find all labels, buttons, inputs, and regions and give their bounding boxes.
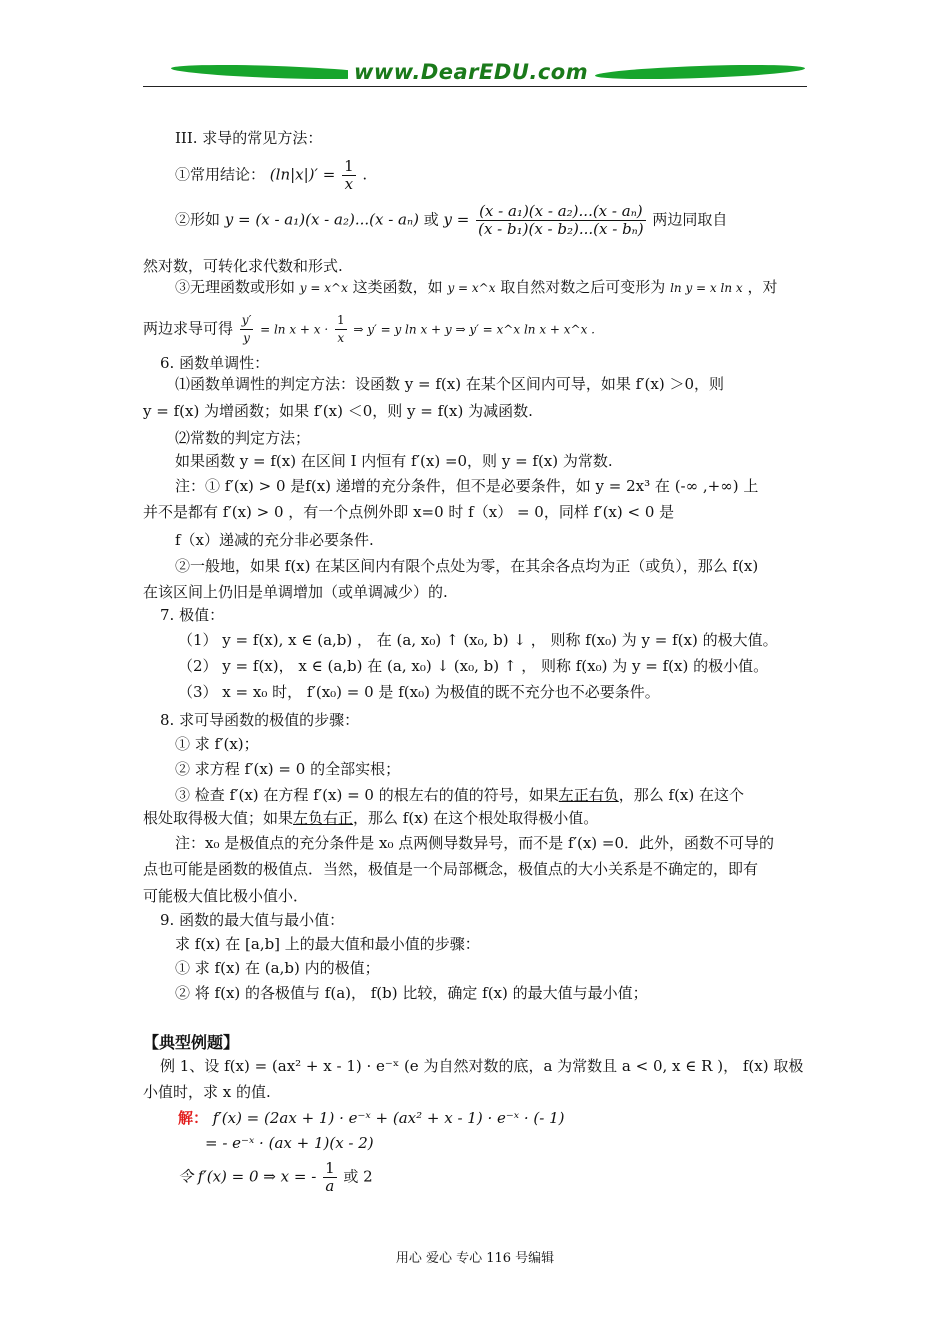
text-line: 在该区间上仍旧是单调增加（或单调减少）的.	[143, 583, 448, 601]
section-title: III. 求导的常见方法：	[175, 129, 323, 147]
green-leaf-right-decoration	[595, 62, 805, 81]
page-footer: 用心 爱心 专心 116 号编辑	[395, 1251, 555, 1266]
text: 根处取得极大值；如果	[143, 809, 294, 827]
text: ③无理函数或形如	[175, 278, 296, 296]
text-line: ⑴函数单调性的判定方法：设函数 y = f(x) 在某个区间内可导，如果 f′(x) ＞0，则	[175, 375, 725, 393]
text-line: （2） y = f(x)， x ∈ (a,b) 在 (a, x₀) ↓ (x₀, b) ↑ ， 则称 f(x₀) 为 y = f(x) 的极小值。	[178, 657, 769, 675]
text: ，那么 f(x) 在这个根处取得极小值。	[353, 809, 599, 827]
site-logo-text: www.DearEDU.com	[348, 60, 594, 84]
text-line	[143, 808, 598, 828]
text: ③ 检查 f′(x) 在方程 f′(x) = 0 的根左右的值的符号，如果	[175, 786, 559, 804]
text-line: 并不是都有 f′(x) > 0 ，有一个点例外即 x=0 时 f（x） = 0，同样 f′(x) < 0 是	[143, 503, 675, 521]
text-line: 然对数，可转化求代数和形式.	[143, 257, 343, 275]
formula: y = (x - a₁)(x - a₂)...(x - aₙ)	[224, 210, 419, 229]
text: 取自然对数之后可变形为	[500, 278, 666, 296]
fraction-numerator: 1	[325, 1159, 335, 1177]
text-line: f（x）递减的充分非必要条件.	[175, 531, 374, 549]
text: ②形如	[175, 210, 221, 229]
text: 或 2	[343, 1167, 373, 1186]
formula: ⇒ y′ = y ln x + y ⇒ y′ = x^x ln x + x^x .	[353, 322, 595, 337]
text-line: ② 求方程 f′(x) = 0 的全部实根；	[175, 760, 401, 778]
section-title: 7. 极值：	[160, 606, 225, 624]
text: .	[362, 165, 368, 184]
fraction	[240, 312, 254, 347]
fraction	[342, 158, 356, 193]
fraction-numerator: (x - a₁)(x - a₂)...(x - aₙ)	[476, 203, 646, 221]
underlined-text: 左负右正	[293, 809, 354, 827]
section-title: 8. 求可导函数的极值的步骤：	[160, 711, 360, 729]
text: 两边同取自	[652, 210, 728, 229]
formula: = ln x + x ·	[260, 322, 329, 337]
formula: = - e⁻ˣ · (ax + 1)(x - 2)	[205, 1134, 374, 1152]
fraction	[335, 312, 347, 347]
text: ①常用结论：	[175, 165, 266, 184]
text: ，那么 f(x) 在这个	[618, 786, 745, 804]
text-line	[175, 203, 727, 238]
formula: 令 f′(x) = 0 ⇒ x = -	[178, 1167, 317, 1186]
fraction-numerator: 1	[344, 157, 354, 175]
text: 这类函数，如	[352, 278, 443, 296]
fraction	[323, 1160, 337, 1195]
section-title: 6. 函数单调性：	[160, 354, 270, 372]
text-line	[178, 1108, 565, 1128]
text: ，对	[747, 278, 778, 296]
text-line: ② 将 f(x) 的各极值与 f(a)， f(b) 比较，确定 f(x) 的最大值与最小值；	[175, 984, 648, 1002]
formula: (ln|x|)′ =	[269, 165, 336, 184]
text: 两边求导可得	[143, 319, 234, 338]
formula: f′(x) = (2ax + 1) · e⁻ˣ + (ax² + x - 1) · e⁻ˣ · (- 1)	[212, 1109, 565, 1127]
fraction	[476, 203, 646, 238]
text-line: ① 求 f(x) 在 (a,b) 内的极值；	[175, 959, 380, 977]
text-line: （3） x = x₀ 时， f′(x₀) = 0 是 f(x₀) 为极值的既不充分也不必要条件。	[178, 683, 660, 701]
text-line: 注：x₀ 是极值点的充分条件是 x₀ 点两侧导数异号，而不是 f′(x) =0．此外，函数不可导的	[175, 834, 775, 852]
fraction-denominator: x	[344, 175, 354, 193]
text-line: ⑵常数的判定方法；	[175, 429, 311, 447]
section-title: 9. 函数的最大值与最小值：	[160, 911, 345, 929]
fraction-numerator: 1	[335, 312, 347, 330]
text-line	[175, 277, 777, 298]
fraction-numerator: y′	[240, 312, 254, 330]
text-line: 小值时，求 x 的值.	[143, 1083, 271, 1101]
solution-label: 解：	[178, 1109, 209, 1127]
header-rule	[143, 86, 807, 87]
fraction-denominator: x	[337, 331, 345, 345]
examples-heading: 【典型例题】	[143, 1033, 240, 1052]
page-header	[143, 58, 807, 92]
text-line	[175, 158, 367, 193]
text-line	[143, 312, 595, 347]
fraction-denominator: a	[325, 1177, 335, 1195]
fraction-denominator: (x - b₁)(x - b₂)...(x - bₙ)	[478, 220, 644, 238]
text-line: ① 求 f′(x)；	[175, 735, 259, 753]
text-line: y = f(x) 为增函数；如果 f′(x) ＜0，则 y = f(x) 为减函数.	[143, 402, 533, 420]
text-line: 注：① f′(x) > 0 是f(x) 递增的充分条件，但不是必要条件，如 y = 2x³ 在 (-∞ ,+∞) 上	[175, 477, 759, 495]
fraction-denominator: y	[243, 331, 250, 345]
text-line: （1） y = f(x), x ∈ (a,b) ， 在 (a, x₀) ↑ (x₀, b) ↓ ， 则称 f(x₀) 为 y = f(x) 的极大值。	[178, 631, 778, 649]
text-line	[178, 1160, 373, 1195]
formula: ln y = x ln x	[670, 281, 743, 295]
underlined-text: 左正右负	[558, 786, 619, 804]
text-line	[175, 785, 744, 805]
text-line: 例 1、设 f(x) = (ax² + x - 1) · e⁻ˣ (e 为自然对数的底，a 为常数且 a < 0, x ∈ R )， f(x) 取极	[160, 1057, 804, 1075]
text: 或	[423, 210, 439, 229]
text-line: 如果函数 y = f(x) 在区间 I 内恒有 f′(x) =0，则 y = f(x) 为常数.	[175, 452, 613, 470]
formula: y = x^x	[299, 281, 348, 295]
formula: y =	[443, 210, 470, 229]
formula: y = x^x	[447, 281, 496, 295]
text-line: 点也可能是函数的极值点．当然，极值是一个局部概念，极值点的大小关系是不确定的，即有	[143, 860, 759, 878]
text-line: 求 f(x) 在 [a,b] 上的最大值和最小值的步骤：	[175, 935, 480, 953]
text-line: 可能极大值比极小值小．	[143, 887, 309, 905]
text-line	[205, 1133, 374, 1153]
text-line: ②一般地，如果 f(x) 在某区间内有限个点处为零，在其余各点均为正（或负），那么 f(x)	[175, 557, 759, 575]
